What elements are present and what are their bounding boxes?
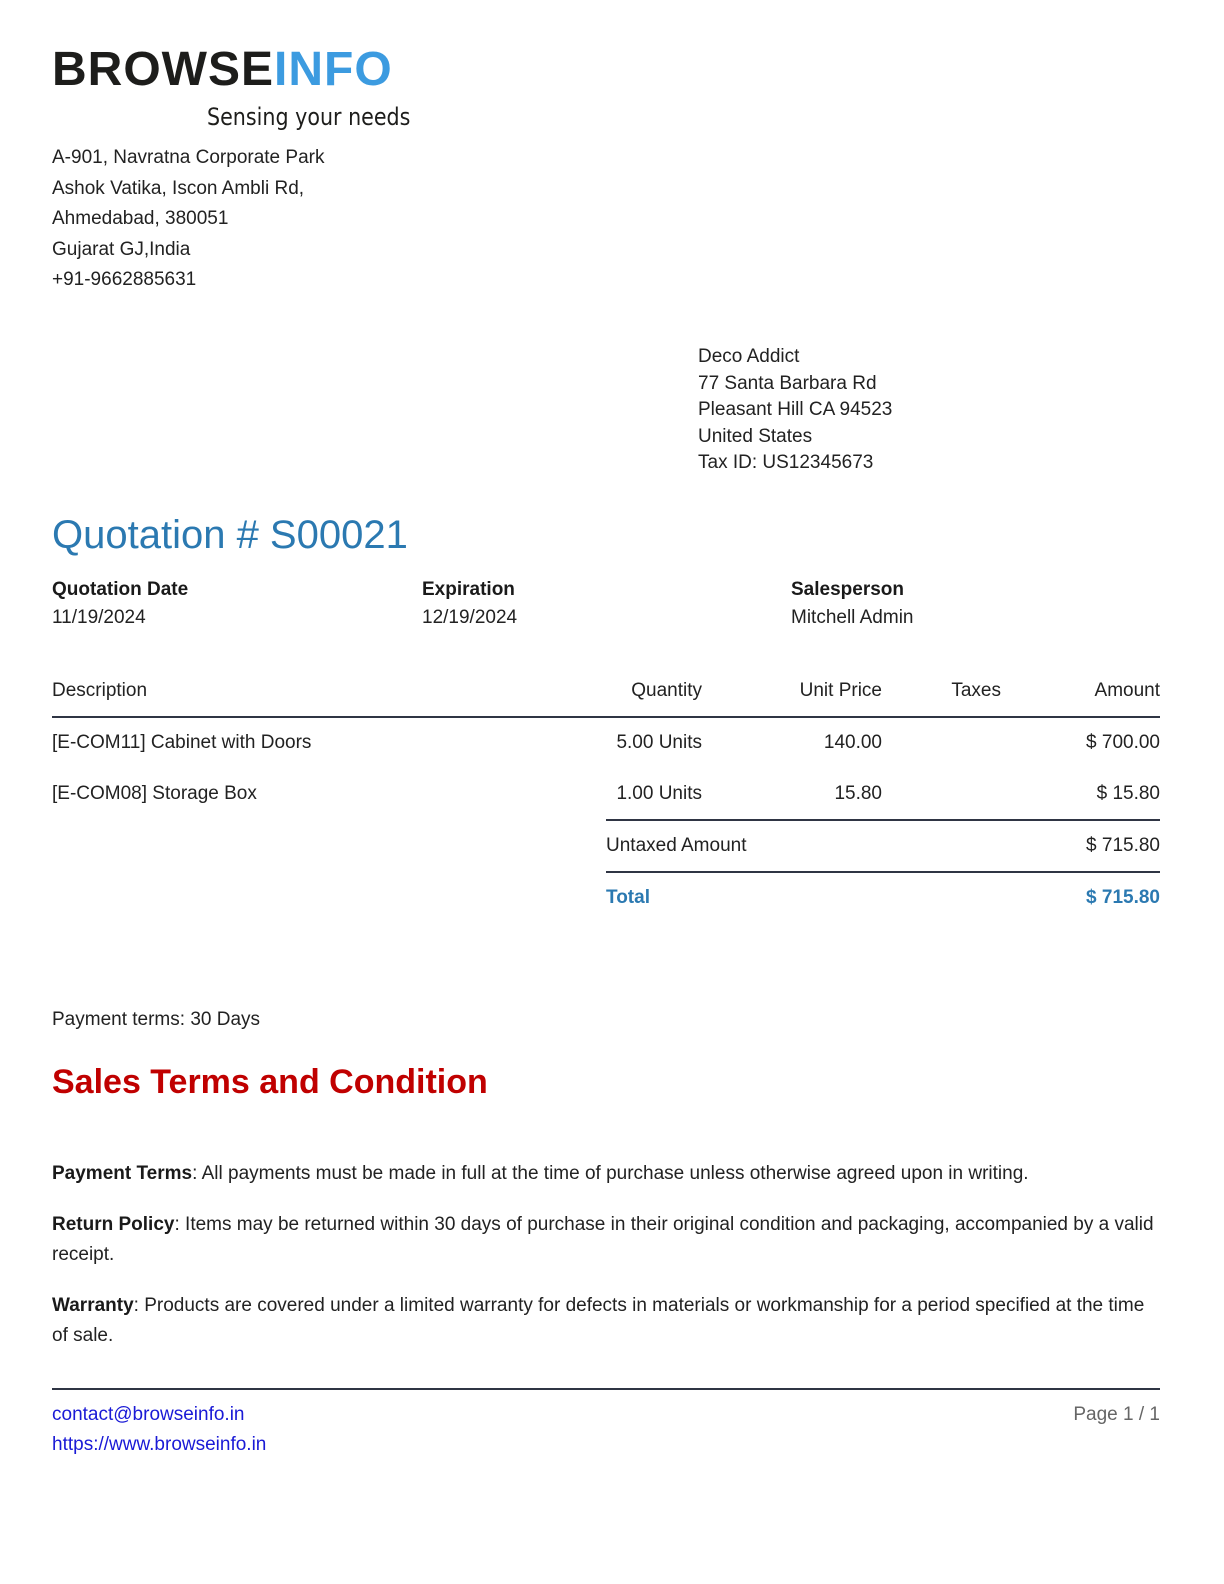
column-header-taxes: Taxes (951, 680, 1001, 701)
column-header-quantity: Quantity (631, 680, 702, 701)
expiration-block (422, 577, 517, 633)
terms-item-text: : Items may be returned within 30 days of purchase in their original condition and packaging, accompanied by a valid receipt. (52, 1214, 1154, 1265)
customer-address-line: Pleasant Hill CA 94523 (698, 399, 893, 420)
table-row (0, 730, 1224, 756)
terms-item-text: : All payments must be made in full at the time of purchase unless otherwise agreed upon in writing. (192, 1163, 1029, 1184)
company-address-line: Ahmedabad, 380051 (52, 208, 229, 229)
terms-item-text: : Products are covered under a limited warranty for defects in materials or workmanship for a period specified at the time of sale. (52, 1295, 1145, 1346)
company-address-line: A-901, Navratna Corporate Park (52, 147, 325, 168)
company-address (52, 143, 324, 296)
salesperson-label: Salesperson (791, 579, 904, 600)
total-divider (606, 871, 1160, 873)
quotation-date-label: Quotation Date (52, 579, 189, 600)
terms-item-payment (52, 1159, 1162, 1189)
customer-tax-id: Tax ID: US12345673 (698, 452, 874, 473)
table-header-divider (52, 716, 1160, 718)
total-value: $ 715.80 (1086, 887, 1160, 908)
quotation-date-block (52, 577, 188, 633)
customer-country: United States (698, 425, 813, 447)
row-unit-price: 15.80 (834, 783, 882, 804)
customer-name: Deco Addict (698, 346, 800, 367)
row-unit-price: 140.00 (823, 732, 882, 753)
terms-item-title: Return Policy (52, 1214, 175, 1235)
terms-item-title: Warranty (52, 1295, 134, 1316)
terms-heading: Sales Terms and Condition (52, 1063, 488, 1101)
logo-text-info: INFO (274, 43, 393, 96)
customer-address (698, 344, 892, 477)
quotation-title: Quotation # S00021 (52, 513, 408, 557)
table-row (0, 781, 1224, 807)
column-header-unit-price: Unit Price (799, 680, 882, 701)
row-description: [E-COM08] Storage Box (52, 783, 257, 804)
company-logo (52, 44, 393, 96)
row-amount: $ 700.00 (1086, 732, 1160, 753)
terms-item-title: Payment Terms (52, 1163, 193, 1184)
footer-website-link[interactable]: https://www.browseinfo.in (52, 1434, 267, 1455)
customer-address-line: 77 Santa Barbara Rd (698, 372, 877, 394)
row-quantity: 1.00 Units (616, 783, 702, 804)
terms-item-warranty (52, 1291, 1162, 1351)
row-amount: $ 15.80 (1096, 783, 1160, 804)
expiration-value: 12/19/2024 (422, 607, 518, 628)
salesperson-value: Mitchell Admin (791, 607, 914, 628)
page-number: Page 1 / 1 (1073, 1404, 1160, 1425)
salesperson-block (791, 577, 914, 633)
company-address-line: Gujarat GJ,India (52, 238, 191, 260)
logo-text-browse: BROWSE (52, 43, 274, 96)
company-address-line: Ashok Vatika, Iscon Ambli Rd, (52, 177, 305, 199)
row-description: [E-COM11] Cabinet with Doors (52, 732, 312, 753)
row-quantity: 5.00 Units (616, 732, 702, 753)
subtotal-divider (606, 819, 1160, 821)
payment-terms-line: Payment terms: 30 Days (52, 1009, 261, 1030)
company-phone: +91-9662885631 (52, 269, 197, 290)
expiration-label: Expiration (422, 579, 515, 600)
untaxed-amount-label: Untaxed Amount (606, 835, 747, 856)
column-header-description: Description (52, 680, 148, 701)
logo-tagline: Sensing your needs (207, 103, 411, 131)
footer-divider (52, 1388, 1160, 1390)
terms-item-return (52, 1210, 1162, 1270)
total-label: Total (606, 887, 650, 908)
quotation-date-value: 11/19/2024 (52, 607, 146, 628)
column-header-amount: Amount (1094, 680, 1160, 701)
untaxed-amount-value: $ 715.80 (1086, 835, 1160, 856)
footer-email-link[interactable]: contact@browseinfo.in (52, 1404, 245, 1425)
